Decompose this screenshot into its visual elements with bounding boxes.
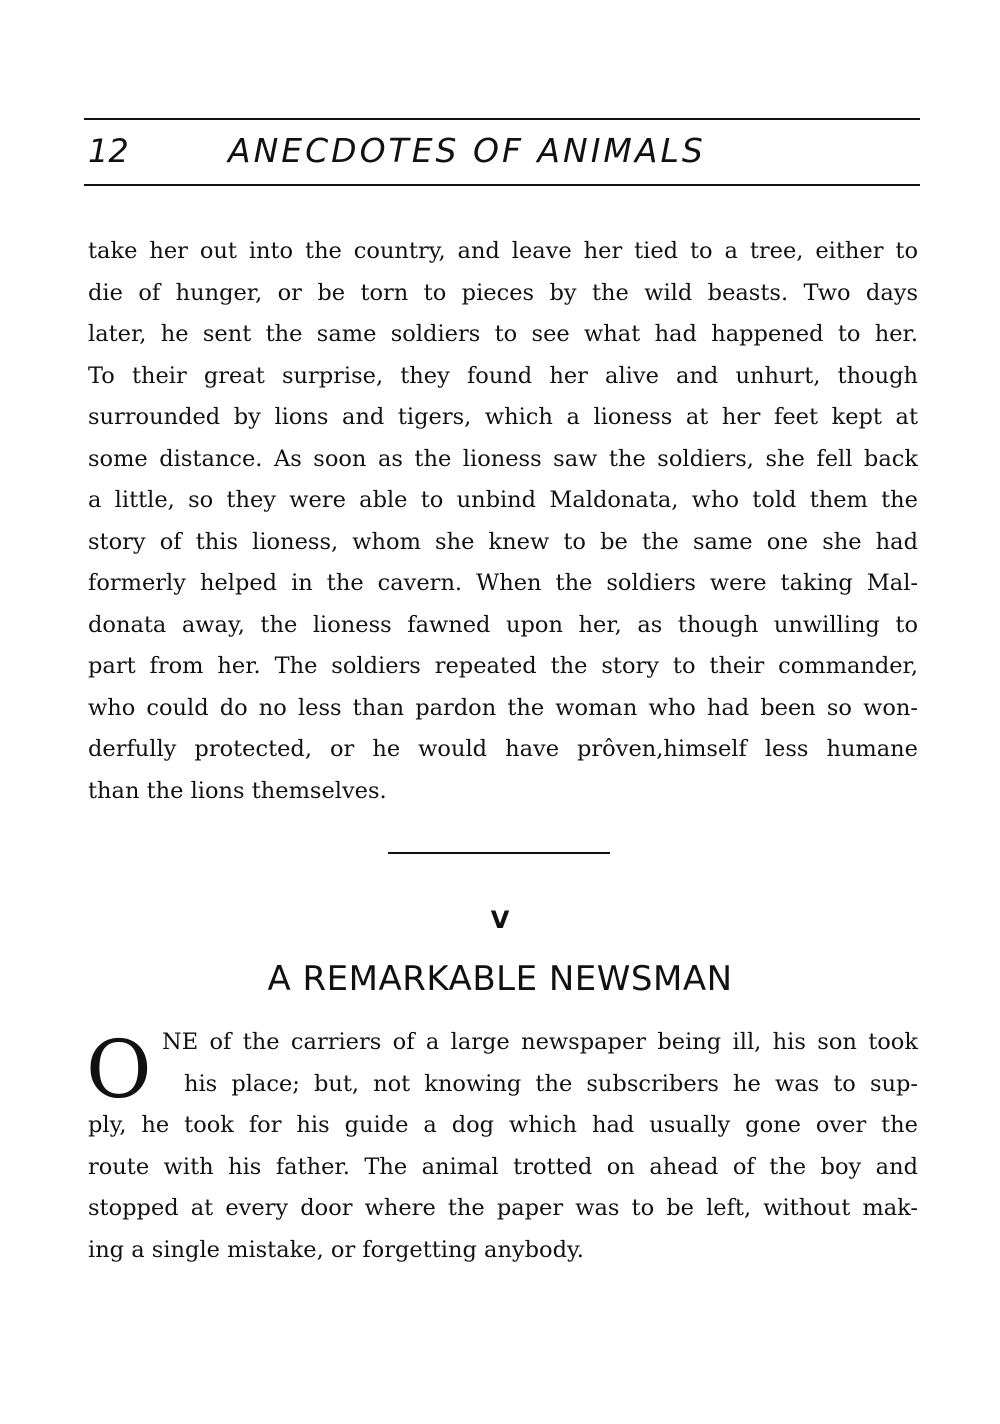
text-line: stopped at every door where the paper was to be left, without mak- xyxy=(88,1195,918,1221)
body-paragraph xyxy=(88,231,918,812)
section-number: V xyxy=(490,906,510,934)
text-line: than the lions themselves. xyxy=(88,777,387,804)
text-line: a little, so they were able to unbind Maldonata, who told them the xyxy=(88,487,918,513)
text-line: part from her. The soldiers repeated the story to their commander, xyxy=(88,653,918,679)
text-line: ply, he took for his guide a dog which had usually gone over the xyxy=(88,1112,918,1138)
drop-cap: O xyxy=(86,1023,152,1116)
header-bottom-rule xyxy=(84,184,920,186)
text-line: take her out into the country, and leave her tied to a tree, either to xyxy=(88,238,918,264)
section-title: A REMARKABLE NEWSMAN xyxy=(267,959,733,999)
text-line: later, he sent the same soldiers to see what had happened to her. xyxy=(88,321,918,347)
text-line: who could do no less than pardon the woman who had been so won- xyxy=(88,694,918,721)
text-line: formerly helped in the cavern. When the soldiers were taking Mal- xyxy=(88,570,918,596)
running-title: ANECDOTES OF ANIMALS xyxy=(228,131,706,170)
text-line: story of this lioness, whom she knew to be the same one she had xyxy=(88,528,918,555)
text-line: derfully protected, or he would have prôven,himself less humane xyxy=(88,736,918,762)
text-line: donata away, the lioness fawned upon her, as though unwilling to xyxy=(88,611,918,638)
text-line: some distance. As soon as the lioness saw the soldiers, she fell back xyxy=(88,445,918,472)
text-line: ing a single mistake, or forgetting anybody. xyxy=(88,1236,584,1263)
section-divider xyxy=(388,852,610,854)
text-line: surrounded by lions and tigers, which a lioness at her feet kept at xyxy=(88,404,918,430)
page-number: 12 xyxy=(88,132,129,170)
text-line: route with his father. The animal trotted on ahead of the boy and xyxy=(88,1153,918,1180)
section-paragraph xyxy=(88,1105,918,1271)
text-line: die of hunger, or be torn to pieces by the wild beasts. Two days xyxy=(88,279,918,306)
text-line: NE of the carriers of a large newspaper being ill, his son took xyxy=(162,1029,918,1055)
text-line: To their great surprise, they found her alive and unhurt, though xyxy=(88,362,918,389)
section-paragraph-opening xyxy=(162,1022,918,1105)
header-top-rule xyxy=(84,118,920,120)
text-line: his place; but, not knowing the subscribers he was to sup- xyxy=(184,1070,918,1097)
